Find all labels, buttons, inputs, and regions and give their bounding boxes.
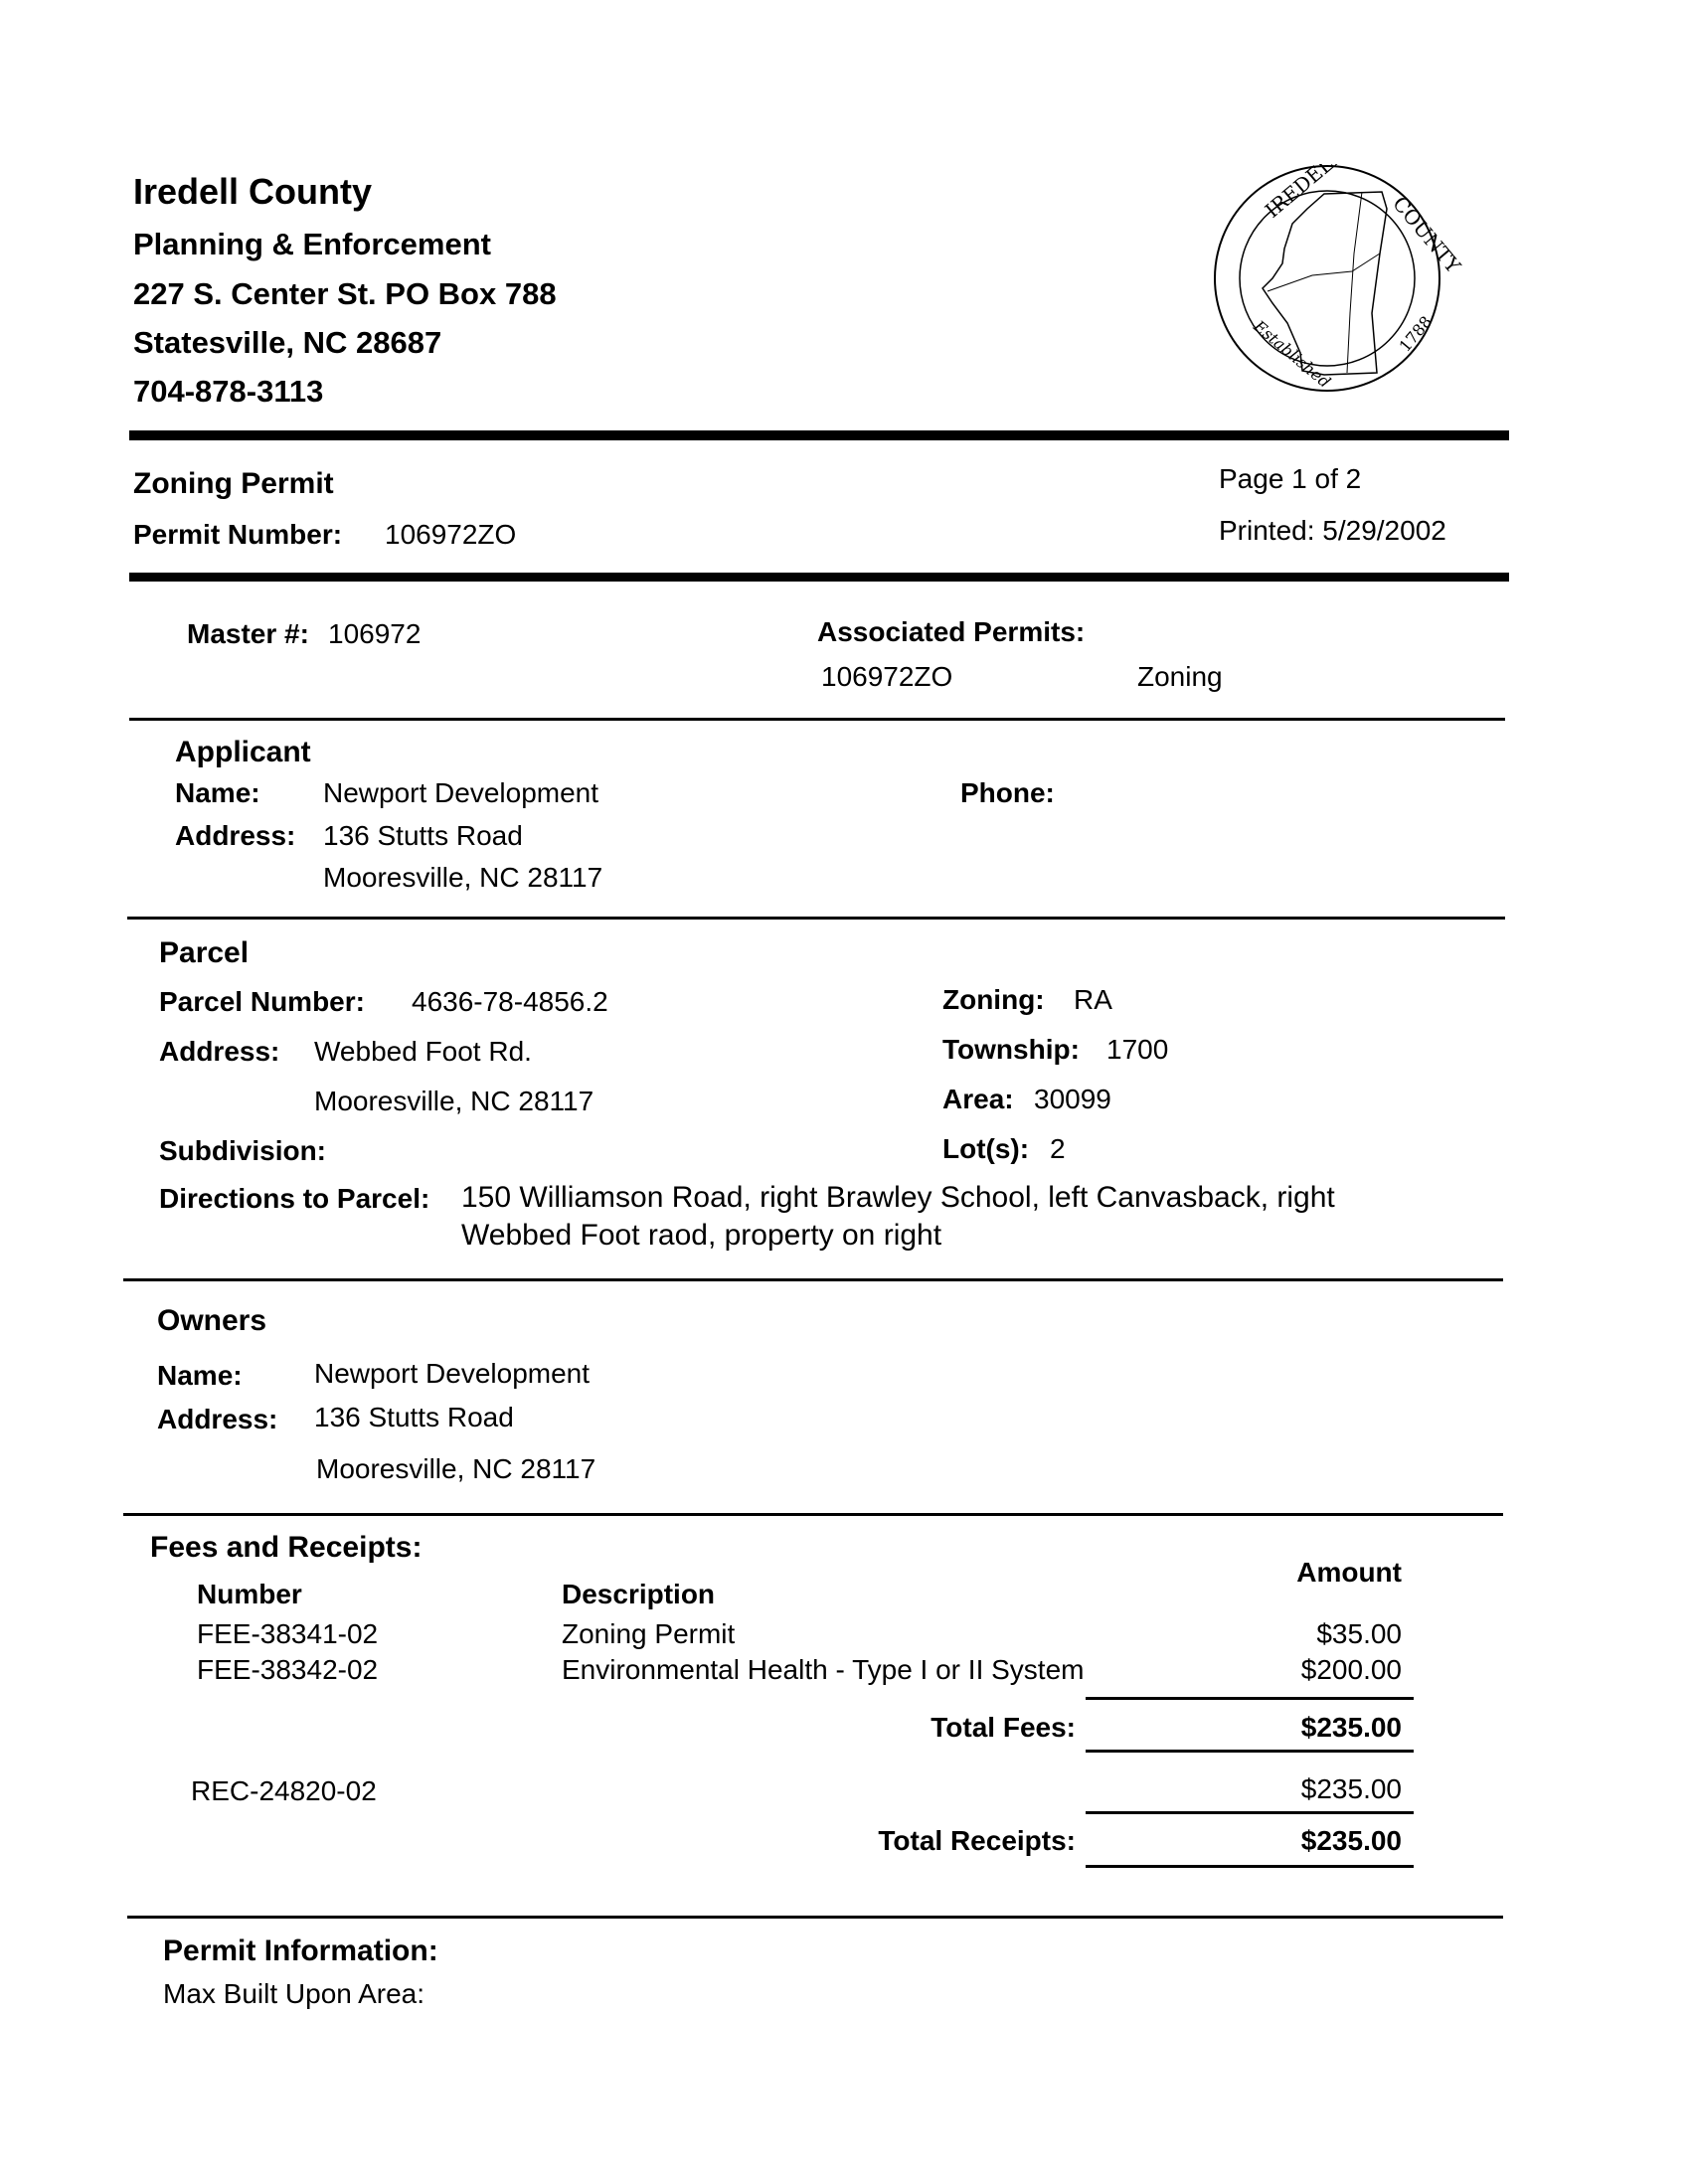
applicant-name: Newport Development xyxy=(323,777,599,808)
total-receipts-label: Total Receipts: xyxy=(878,1825,1076,1856)
page-indicator: Page 1 of 2 xyxy=(1219,463,1362,494)
owner-address-line1: 136 Stutts Road xyxy=(314,1402,514,1432)
zoning-label: Zoning: xyxy=(942,984,1045,1015)
section-divider xyxy=(127,1916,1503,1919)
fees-col-description: Description xyxy=(562,1579,716,1609)
department-name: Planning & Enforcement xyxy=(133,227,491,261)
permit-number-label: Permit Number: xyxy=(133,519,343,550)
directions-label: Directions to Parcel: xyxy=(159,1183,430,1214)
directions-line2: Webbed Foot raod, property on right xyxy=(461,1219,942,1252)
owner-address-line2: Mooresville, NC 28117 xyxy=(316,1453,596,1484)
total-receipts-value: $235.00 xyxy=(1300,1825,1402,1856)
parcel-address-label: Address: xyxy=(159,1036,280,1067)
owner-name-label: Name: xyxy=(157,1360,243,1391)
parcel-heading: Parcel xyxy=(159,936,250,969)
permit-rule xyxy=(129,573,1509,582)
parcel-address-line1: Webbed Foot Rd. xyxy=(314,1036,532,1067)
parcel-number: 4636-78-4856.2 xyxy=(412,986,608,1017)
county-seal-icon xyxy=(1213,164,1471,403)
org-street: 227 S. Center St. PO Box 788 xyxy=(133,276,557,311)
associated-permit-number[interactable]: 106972ZO xyxy=(821,661,953,692)
subtotal-rule xyxy=(1086,1697,1414,1700)
permit-number-value: 106972ZO xyxy=(385,519,517,550)
svg-text:Established: Established xyxy=(1250,316,1335,392)
applicant-address-line1: 136 Stutts Road xyxy=(323,820,523,851)
applicant-heading: Applicant xyxy=(175,736,311,768)
township-label: Township: xyxy=(942,1034,1080,1065)
master-value: 106972 xyxy=(328,618,422,649)
fees-heading: Fees and Receipts: xyxy=(150,1531,423,1564)
section-divider xyxy=(123,1513,1503,1516)
svg-text:1788: 1788 xyxy=(1395,312,1437,356)
owner-address-label: Address: xyxy=(157,1404,278,1434)
receipt-amount: $235.00 xyxy=(1300,1773,1402,1804)
applicant-address-line2: Mooresville, NC 28117 xyxy=(323,862,603,893)
header-rule xyxy=(129,430,1509,440)
area-label: Area: xyxy=(942,1084,1014,1114)
org-name: Iredell County xyxy=(133,171,373,212)
fees-col-number: Number xyxy=(197,1579,302,1609)
area-value: 30099 xyxy=(1034,1084,1111,1114)
lots-label: Lot(s): xyxy=(942,1133,1030,1164)
fee-amount: $200.00 xyxy=(1300,1654,1402,1685)
subdivision-label: Subdivision: xyxy=(159,1135,326,1166)
section-divider xyxy=(123,1278,1503,1281)
directions-line1: 150 Williamson Road, right Brawley School, left Canvasback, right xyxy=(461,1181,1335,1214)
master-label: Master #: xyxy=(187,618,309,649)
svg-text:COUNTY: COUNTY xyxy=(1388,191,1466,278)
permit-title: Zoning Permit xyxy=(133,467,334,500)
applicant-address-label: Address: xyxy=(175,820,296,851)
fee-number: FEE-38341-02 xyxy=(197,1618,379,1649)
associated-permit-type: Zoning xyxy=(1137,661,1223,692)
total-fees-label: Total Fees: xyxy=(931,1712,1076,1743)
fee-amount: $35.00 xyxy=(1316,1618,1402,1649)
parcel-number-label: Parcel Number: xyxy=(159,986,365,1017)
associated-permits-label: Associated Permits: xyxy=(817,616,1086,647)
owners-heading: Owners xyxy=(157,1304,267,1337)
township-value: 1700 xyxy=(1106,1034,1169,1065)
applicant-name-label: Name: xyxy=(175,777,260,808)
svg-text:IREDELL: IREDELL xyxy=(1260,164,1348,223)
receipt-number: REC-24820-02 xyxy=(191,1775,377,1806)
total-fees-value: $235.00 xyxy=(1300,1712,1402,1743)
subtotal-rule xyxy=(1086,1811,1414,1814)
org-city: Statesville, NC 28687 xyxy=(133,325,442,360)
fees-col-amount: Amount xyxy=(1296,1557,1402,1588)
total-rule xyxy=(1086,1865,1414,1868)
printed-date: Printed: 5/29/2002 xyxy=(1219,515,1446,546)
zoning-value: RA xyxy=(1074,984,1112,1015)
section-divider xyxy=(127,917,1505,920)
fee-description: Zoning Permit xyxy=(562,1618,736,1649)
parcel-address-line2: Mooresville, NC 28117 xyxy=(314,1086,594,1116)
org-phone: 704-878-3113 xyxy=(133,374,324,409)
fee-number: FEE-38342-02 xyxy=(197,1654,379,1685)
owner-name: Newport Development xyxy=(314,1358,591,1389)
max-built-label: Max Built Upon Area: xyxy=(163,1978,425,2009)
lots-value: 2 xyxy=(1050,1133,1066,1164)
permit-info-heading: Permit Information: xyxy=(163,1934,438,1967)
section-divider xyxy=(129,718,1505,721)
applicant-phone-label: Phone: xyxy=(960,777,1055,808)
total-rule xyxy=(1086,1750,1414,1753)
fee-description: Environmental Health - Type I or II System xyxy=(562,1654,1085,1685)
